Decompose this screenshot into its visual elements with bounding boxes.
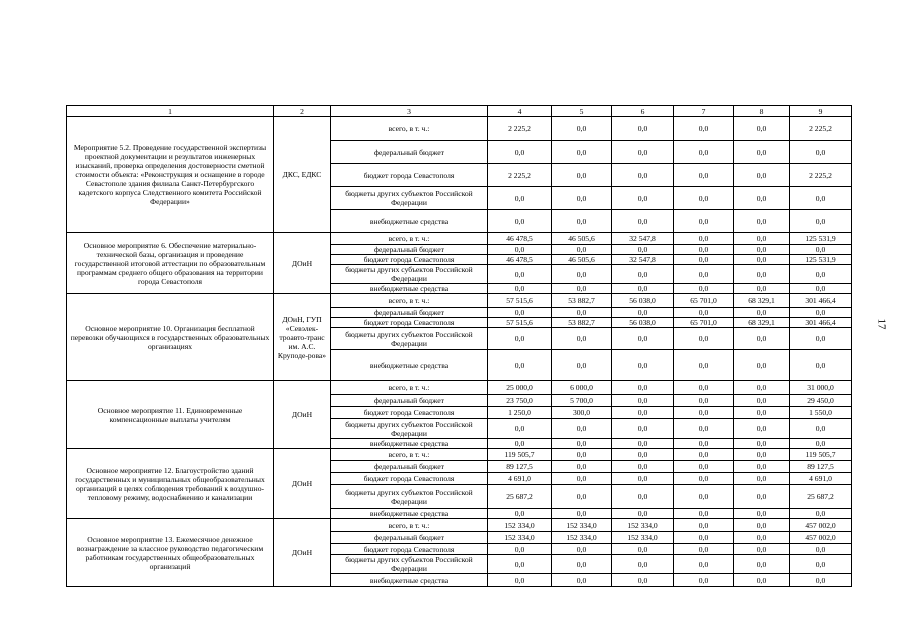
amount-cell-col-7: 0,0 — [674, 381, 734, 395]
amount-cell-col-8: 0,0 — [734, 245, 790, 255]
amount-cell-col-8: 0,0 — [734, 210, 790, 233]
amount-cell-col-9: 25 687,2 — [790, 485, 852, 509]
amount-cell-col-8: 0,0 — [734, 164, 790, 187]
amount-cell-col-9: 2 225,2 — [790, 117, 852, 141]
amount-cell-col-6: 0,0 — [612, 381, 674, 395]
amount-cell-col-8: 0,0 — [734, 473, 790, 485]
amount-cell-col-5: 152 334,0 — [552, 519, 612, 532]
header-col-9: 9 — [790, 106, 852, 117]
funding-source: внебюджетные средства — [331, 210, 488, 233]
amount-cell-col-7: 0,0 — [674, 509, 734, 519]
amount-cell-col-5: 0,0 — [552, 509, 612, 519]
funding-source: бюджет города Севастополя — [331, 164, 488, 187]
amount-cell-col-7: 0,0 — [674, 350, 734, 381]
amount-cell-col-4: 2 225,2 — [488, 117, 552, 141]
funding-source: всего, в т. ч.: — [331, 233, 488, 245]
amount-cell-col-8: 0,0 — [734, 449, 790, 461]
amount-cell-col-9: 0,0 — [790, 210, 852, 233]
amount-cell-col-9: 0,0 — [790, 141, 852, 164]
amount-cell-col-4: 2 225,2 — [488, 164, 552, 187]
amount-cell-col-9: 0,0 — [790, 328, 852, 350]
amount-cell-col-4: 4 691,0 — [488, 473, 552, 485]
amount-cell-col-5: 0,0 — [552, 187, 612, 210]
amount-cell-col-5: 0,0 — [552, 574, 612, 587]
amount-cell-col-7: 0,0 — [674, 574, 734, 587]
table-row — [67, 381, 852, 395]
amount-cell-col-4: 0,0 — [488, 284, 552, 294]
amount-cell-col-8: 0,0 — [734, 419, 790, 439]
header-col-2: 2 — [274, 106, 331, 117]
amount-cell-col-9: 0,0 — [790, 574, 852, 587]
header-col-1: 1 — [67, 106, 274, 117]
measure-executor: ДОиН — [274, 449, 331, 519]
amount-cell-col-9: 301 466,4 — [790, 294, 852, 308]
amount-cell-col-6: 32 547,8 — [612, 233, 674, 245]
amount-cell-col-4: 0,0 — [488, 308, 552, 318]
amount-cell-col-9: 457 002,0 — [790, 532, 852, 544]
table-row — [67, 294, 852, 308]
amount-cell-col-8: 0,0 — [734, 233, 790, 245]
amount-cell-col-6: 0,0 — [612, 473, 674, 485]
amount-cell-col-5: 0,0 — [552, 461, 612, 473]
amount-cell-col-6: 0,0 — [612, 555, 674, 574]
amount-cell-col-7: 0,0 — [674, 245, 734, 255]
amount-cell-col-8: 0,0 — [734, 350, 790, 381]
amount-cell-col-5: 0,0 — [552, 265, 612, 284]
measure-name: Основное мероприятие 6. Обеспечение материально-технической базы, организация и проведение государственной итоговой аттестации по образовательным программам среднего общего образования на территории города Севастополя — [67, 233, 274, 294]
funding-source: бюджеты других субъектов Российской Федерации — [331, 419, 488, 439]
amount-cell-col-7: 0,0 — [674, 461, 734, 473]
amount-cell-col-7: 0,0 — [674, 407, 734, 419]
page-number: 17 — [875, 318, 888, 330]
funding-source: внебюджетные средства — [331, 350, 488, 381]
amount-cell-col-8: 0,0 — [734, 187, 790, 210]
amount-cell-col-5: 46 505,6 — [552, 255, 612, 265]
amount-cell-col-5: 53 882,7 — [552, 294, 612, 308]
funding-source: внебюджетные средства — [331, 284, 488, 294]
funding-source: внебюджетные средства — [331, 574, 488, 587]
amount-cell-col-8: 0,0 — [734, 555, 790, 574]
amount-cell-col-8: 0,0 — [734, 439, 790, 449]
funding-source: бюджет города Севастополя — [331, 255, 488, 265]
measure-executor: ДОиН — [274, 519, 331, 587]
funding-source: бюджеты других субъектов Российской Федерации — [331, 328, 488, 350]
amount-cell-col-7: 0,0 — [674, 187, 734, 210]
amount-cell-col-9: 125 531,9 — [790, 233, 852, 245]
amount-cell-col-4: 0,0 — [488, 141, 552, 164]
amount-cell-col-4: 152 334,0 — [488, 532, 552, 544]
amount-cell-col-7: 65 701,0 — [674, 318, 734, 328]
amount-cell-col-6: 0,0 — [612, 350, 674, 381]
amount-cell-col-6: 0,0 — [612, 407, 674, 419]
funding-source: бюджеты других субъектов Российской Федерации — [331, 265, 488, 284]
amount-cell-col-6: 56 038,0 — [612, 318, 674, 328]
amount-cell-col-4: 152 334,0 — [488, 519, 552, 532]
amount-cell-col-8: 0,0 — [734, 395, 790, 407]
amount-cell-col-5: 0,0 — [552, 544, 612, 555]
amount-cell-col-9: 0,0 — [790, 284, 852, 294]
funding-source: федеральный бюджет — [331, 532, 488, 544]
amount-cell-col-9: 4 691,0 — [790, 473, 852, 485]
funding-source: внебюджетные средства — [331, 439, 488, 449]
amount-cell-col-8: 0,0 — [734, 265, 790, 284]
amount-cell-col-8: 0,0 — [734, 284, 790, 294]
amount-cell-col-4: 57 515,6 — [488, 318, 552, 328]
header-col-3: 3 — [331, 106, 488, 117]
amount-cell-col-6: 0,0 — [612, 245, 674, 255]
amount-cell-col-5: 0,0 — [552, 141, 612, 164]
measure-executor: ДОиН — [274, 233, 331, 294]
amount-cell-col-9: 119 505,7 — [790, 449, 852, 461]
funding-source: федеральный бюджет — [331, 308, 488, 318]
funding-source: федеральный бюджет — [331, 141, 488, 164]
funding-source: бюджет города Севастополя — [331, 473, 488, 485]
amount-cell-col-4: 0,0 — [488, 419, 552, 439]
amount-cell-col-4: 0,0 — [488, 439, 552, 449]
amount-cell-col-5: 0,0 — [552, 419, 612, 439]
measure-name: Основное мероприятие 12. Благоустройство зданий государственных и муниципальных общеобразовательных организаций в целях соблюдения требований к воздушно-тепловому режиму, водоснабжению и канализации — [67, 449, 274, 519]
amount-cell-col-5: 0,0 — [552, 449, 612, 461]
amount-cell-col-6: 32 547,8 — [612, 255, 674, 265]
amount-cell-col-9: 0,0 — [790, 555, 852, 574]
amount-cell-col-4: 0,0 — [488, 187, 552, 210]
amount-cell-col-9: 0,0 — [790, 265, 852, 284]
amount-cell-col-8: 0,0 — [734, 519, 790, 532]
amount-cell-col-9: 457 002,0 — [790, 519, 852, 532]
budget-table — [66, 105, 852, 587]
amount-cell-col-9: 0,0 — [790, 187, 852, 210]
amount-cell-col-5: 300,0 — [552, 407, 612, 419]
amount-cell-col-4: 25 000,0 — [488, 381, 552, 395]
amount-cell-col-5: 0,0 — [552, 164, 612, 187]
table-row — [67, 233, 852, 245]
amount-cell-col-7: 65 701,0 — [674, 294, 734, 308]
amount-cell-col-7: 0,0 — [674, 210, 734, 233]
amount-cell-col-4: 57 515,6 — [488, 294, 552, 308]
funding-source: бюджет города Севастополя — [331, 407, 488, 419]
amount-cell-col-4: 0,0 — [488, 555, 552, 574]
amount-cell-col-7: 0,0 — [674, 555, 734, 574]
amount-cell-col-4: 0,0 — [488, 350, 552, 381]
table-row — [67, 519, 852, 532]
amount-cell-col-8: 68 329,1 — [734, 318, 790, 328]
amount-cell-col-6: 0,0 — [612, 164, 674, 187]
amount-cell-col-9: 0,0 — [790, 509, 852, 519]
amount-cell-col-4: 1 250,0 — [488, 407, 552, 419]
amount-cell-col-6: 0,0 — [612, 328, 674, 350]
amount-cell-col-9: 2 225,2 — [790, 164, 852, 187]
amount-cell-col-6: 0,0 — [612, 439, 674, 449]
amount-cell-col-6: 0,0 — [612, 284, 674, 294]
funding-source: бюджеты других субъектов Российской Федерации — [331, 485, 488, 509]
amount-cell-col-8: 0,0 — [734, 308, 790, 318]
amount-cell-col-7: 0,0 — [674, 439, 734, 449]
amount-cell-col-5: 0,0 — [552, 473, 612, 485]
funding-source: всего, в т. ч.: — [331, 117, 488, 141]
amount-cell-col-4: 0,0 — [488, 210, 552, 233]
amount-cell-col-9: 0,0 — [790, 245, 852, 255]
funding-source: всего, в т. ч.: — [331, 449, 488, 461]
amount-cell-col-5: 6 000,0 — [552, 381, 612, 395]
measure-name: Основное мероприятие 10. Организация бесплатной перевозки обучающихся в государственных образовательных организациях — [67, 294, 274, 381]
amount-cell-col-9: 0,0 — [790, 308, 852, 318]
header-col-6: 6 — [612, 106, 674, 117]
amount-cell-col-9: 0,0 — [790, 419, 852, 439]
amount-cell-col-4: 89 127,5 — [488, 461, 552, 473]
funding-source: бюджет города Севастополя — [331, 544, 488, 555]
amount-cell-col-6: 0,0 — [612, 419, 674, 439]
amount-cell-col-9: 125 531,9 — [790, 255, 852, 265]
measure-name: Основное мероприятие 13. Ежемесячное денежное вознаграждение за классное руководство педагогическим работникам государственных общеобразовательных организаций — [67, 519, 274, 587]
amount-cell-col-8: 0,0 — [734, 574, 790, 587]
funding-source: внебюджетные средства — [331, 509, 488, 519]
header-col-8: 8 — [734, 106, 790, 117]
funding-source: бюджеты других субъектов Российской Федерации — [331, 187, 488, 210]
amount-cell-col-7: 0,0 — [674, 255, 734, 265]
amount-cell-col-5: 0,0 — [552, 308, 612, 318]
amount-cell-col-6: 0,0 — [612, 210, 674, 233]
amount-cell-col-5: 0,0 — [552, 117, 612, 141]
amount-cell-col-5: 0,0 — [552, 350, 612, 381]
amount-cell-col-8: 0,0 — [734, 381, 790, 395]
amount-cell-col-6: 0,0 — [612, 544, 674, 555]
amount-cell-col-9: 31 000,0 — [790, 381, 852, 395]
table-body — [67, 117, 852, 587]
amount-cell-col-7: 0,0 — [674, 544, 734, 555]
amount-cell-col-4: 46 478,5 — [488, 233, 552, 245]
amount-cell-col-5: 0,0 — [552, 555, 612, 574]
amount-cell-col-6: 0,0 — [612, 187, 674, 210]
amount-cell-col-5: 46 505,6 — [552, 233, 612, 245]
amount-cell-col-5: 152 334,0 — [552, 532, 612, 544]
funding-source: федеральный бюджет — [331, 395, 488, 407]
amount-cell-col-5: 0,0 — [552, 284, 612, 294]
amount-cell-col-6: 0,0 — [612, 141, 674, 164]
amount-cell-col-4: 119 505,7 — [488, 449, 552, 461]
amount-cell-col-6: 0,0 — [612, 574, 674, 587]
amount-cell-col-6: 0,0 — [612, 461, 674, 473]
amount-cell-col-7: 0,0 — [674, 284, 734, 294]
amount-cell-col-4: 0,0 — [488, 328, 552, 350]
amount-cell-col-7: 0,0 — [674, 449, 734, 461]
amount-cell-col-7: 0,0 — [674, 532, 734, 544]
amount-cell-col-4: 0,0 — [488, 265, 552, 284]
amount-cell-col-4: 0,0 — [488, 574, 552, 587]
amount-cell-col-5: 0,0 — [552, 439, 612, 449]
header-col-5: 5 — [552, 106, 612, 117]
amount-cell-col-4: 0,0 — [488, 245, 552, 255]
amount-cell-col-5: 0,0 — [552, 210, 612, 233]
funding-source: федеральный бюджет — [331, 245, 488, 255]
header-row — [67, 106, 852, 117]
amount-cell-col-7: 0,0 — [674, 117, 734, 141]
amount-cell-col-6: 0,0 — [612, 395, 674, 407]
amount-cell-col-9: 0,0 — [790, 350, 852, 381]
amount-cell-col-4: 46 478,5 — [488, 255, 552, 265]
amount-cell-col-8: 0,0 — [734, 532, 790, 544]
amount-cell-col-8: 0,0 — [734, 255, 790, 265]
amount-cell-col-6: 56 038,0 — [612, 294, 674, 308]
funding-source: федеральный бюджет — [331, 461, 488, 473]
header-col-7: 7 — [674, 106, 734, 117]
measure-executor: ДКС, ЕДКС — [274, 117, 331, 233]
amount-cell-col-8: 0,0 — [734, 407, 790, 419]
amount-cell-col-4: 25 687,2 — [488, 485, 552, 509]
amount-cell-col-8: 0,0 — [734, 461, 790, 473]
amount-cell-col-4: 0,0 — [488, 509, 552, 519]
amount-cell-col-9: 1 550,0 — [790, 407, 852, 419]
funding-source: всего, в т. ч.: — [331, 294, 488, 308]
amount-cell-col-5: 0,0 — [552, 485, 612, 509]
amount-cell-col-6: 152 334,0 — [612, 519, 674, 532]
amount-cell-col-6: 0,0 — [612, 117, 674, 141]
amount-cell-col-9: 301 466,4 — [790, 318, 852, 328]
amount-cell-col-6: 0,0 — [612, 449, 674, 461]
measure-executor: ДОиН — [274, 381, 331, 449]
amount-cell-col-8: 68 329,1 — [734, 294, 790, 308]
amount-cell-col-7: 0,0 — [674, 265, 734, 284]
amount-cell-col-6: 0,0 — [612, 509, 674, 519]
funding-source: бюджеты других субъектов Российской Федерации — [331, 555, 488, 574]
amount-cell-col-5: 0,0 — [552, 328, 612, 350]
measure-name: Основное мероприятие 11. Единовременные компенсационные выплаты учителям — [67, 381, 274, 449]
amount-cell-col-7: 0,0 — [674, 328, 734, 350]
amount-cell-col-7: 0,0 — [674, 233, 734, 245]
amount-cell-col-7: 0,0 — [674, 419, 734, 439]
amount-cell-col-8: 0,0 — [734, 485, 790, 509]
amount-cell-col-8: 0,0 — [734, 544, 790, 555]
amount-cell-col-5: 0,0 — [552, 245, 612, 255]
amount-cell-col-7: 0,0 — [674, 519, 734, 532]
amount-cell-col-7: 0,0 — [674, 308, 734, 318]
amount-cell-col-6: 0,0 — [612, 485, 674, 509]
amount-cell-col-4: 23 750,0 — [488, 395, 552, 407]
amount-cell-col-8: 0,0 — [734, 117, 790, 141]
amount-cell-col-8: 0,0 — [734, 141, 790, 164]
funding-source: всего, в т. ч.: — [331, 381, 488, 395]
amount-cell-col-9: 29 450,0 — [790, 395, 852, 407]
measure-name: Мероприятие 5.2. Проведение государственной экспертизы проектной документации и результатов инженерных изысканий, проверка определения достоверности сметной стоимости объекта: «Реконструкция и оснащение в городе Севастополе здания филиала Санкт-Петербургского кадетского корпуса Следственного комитета Российской Федерации» — [67, 117, 274, 233]
amount-cell-col-6: 0,0 — [612, 308, 674, 318]
amount-cell-col-7: 0,0 — [674, 141, 734, 164]
amount-cell-col-5: 5 700,0 — [552, 395, 612, 407]
amount-cell-col-6: 152 334,0 — [612, 532, 674, 544]
amount-cell-col-7: 0,0 — [674, 485, 734, 509]
header-col-4: 4 — [488, 106, 552, 117]
measure-executor: ДОиН, ГУП «Севэлек-троавто-транс им. А.С. Круподе-рова» — [274, 294, 331, 381]
amount-cell-col-8: 0,0 — [734, 328, 790, 350]
amount-cell-col-5: 53 882,7 — [552, 318, 612, 328]
amount-cell-col-6: 0,0 — [612, 265, 674, 284]
amount-cell-col-9: 0,0 — [790, 439, 852, 449]
amount-cell-col-7: 0,0 — [674, 164, 734, 187]
table-row — [67, 449, 852, 461]
amount-cell-col-7: 0,0 — [674, 473, 734, 485]
funding-source: всего, в т. ч.: — [331, 519, 488, 532]
amount-cell-col-4: 0,0 — [488, 544, 552, 555]
amount-cell-col-9: 89 127,5 — [790, 461, 852, 473]
amount-cell-col-9: 0,0 — [790, 544, 852, 555]
funding-source: бюджет города Севастополя — [331, 318, 488, 328]
amount-cell-col-7: 0,0 — [674, 395, 734, 407]
amount-cell-col-8: 0,0 — [734, 509, 790, 519]
table-row — [67, 117, 852, 141]
